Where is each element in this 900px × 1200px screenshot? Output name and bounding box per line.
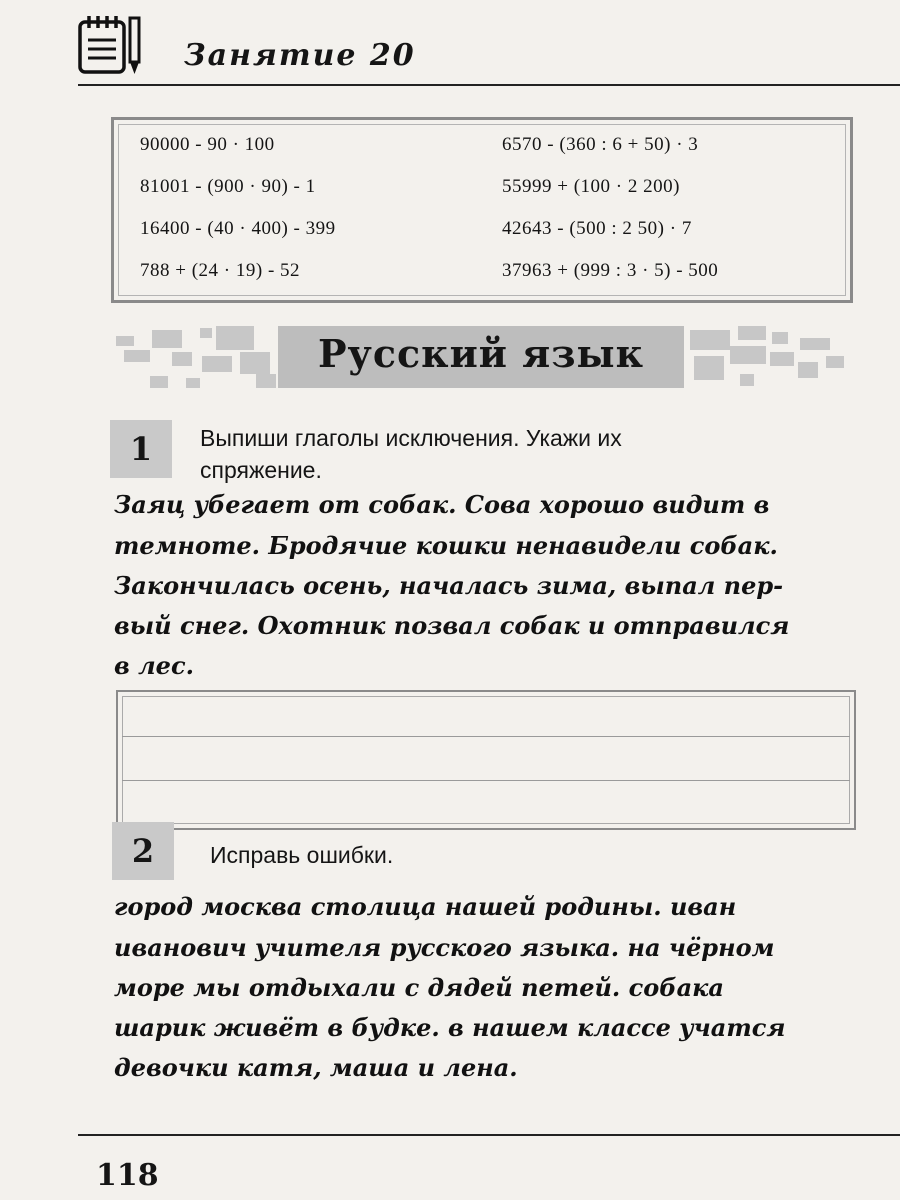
task-text-line: в лес. xyxy=(114,651,194,680)
answer-line xyxy=(122,780,850,781)
math-expression: 16400 - (40 · 400) - 399 xyxy=(140,218,336,239)
lesson-title: Занятие 20 xyxy=(184,38,416,73)
math-expression: 788 + (24 · 19) - 52 xyxy=(140,260,301,281)
math-expression: 6570 - (360 : 6 + 50) · 3 xyxy=(502,134,699,155)
footer-divider xyxy=(78,1134,900,1136)
task-text-line: вый снег. Охотник позвал собак и отправился xyxy=(114,611,790,640)
task-text-line: иванович учителя русского языка. на чёрном xyxy=(114,933,775,962)
page-number: 118 xyxy=(96,1158,159,1193)
task-text-line: темноте. Бродячие кошки ненавидели собак. xyxy=(114,531,778,560)
task-instruction: Исправь ошибки. xyxy=(210,842,394,868)
task-number-badge: 1 xyxy=(110,420,172,478)
task-number-badge: 2 xyxy=(112,822,174,880)
task-text-line: город москва столица нашей родины. иван xyxy=(114,892,737,921)
section-title: Русский язык xyxy=(317,331,645,376)
math-expression: 55999 + (100 · 2 200) xyxy=(502,176,680,197)
answer-lines-box[interactable] xyxy=(116,690,856,830)
task-instruction: Выпиши глаголы исключения. Укажи их xyxy=(200,425,622,451)
header-divider xyxy=(78,84,900,86)
task-text-line: шарик живёт в будке. в нашем классе учатся xyxy=(114,1013,786,1042)
task-text-line: девочки катя, маша и лена. xyxy=(114,1053,518,1082)
math-expression: 90000 - 90 · 100 xyxy=(140,134,275,155)
math-expression: 37963 + (999 : 3 · 5) - 500 xyxy=(502,260,719,281)
math-expression: 81001 - (900 · 90) - 1 xyxy=(140,176,316,197)
math-expression: 42643 - (500 : 2 50) · 7 xyxy=(502,218,692,239)
task-text-line: море мы отдыхали с дядей петей. собака xyxy=(114,973,724,1002)
task-text-line: Закончилась осень, началась зима, выпал пер- xyxy=(114,571,784,600)
notebook-pen-icon xyxy=(78,14,144,76)
task-text-line: Заяц убегает от собак. Сова хорошо видит в xyxy=(114,490,770,519)
task-instruction: спряжение. xyxy=(200,457,322,483)
answer-line xyxy=(122,736,850,737)
